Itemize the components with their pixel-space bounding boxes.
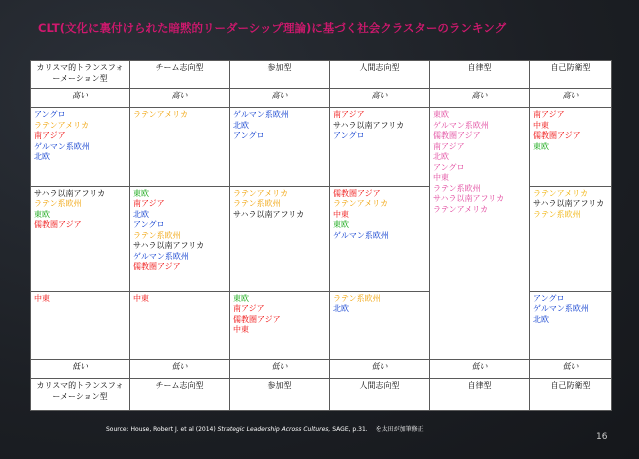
cluster-name: アングロ [34,110,66,120]
cluster-name: ラテン系欧州 [133,230,181,240]
low-row [31,359,612,379]
cluster-name: 儒教圏アジア [133,262,181,272]
cluster-name: 北欧 [333,304,349,314]
cluster-name: アングロ [433,162,465,172]
cluster-name: ラテンアメリカ [133,110,189,120]
cluster-name: ゲルマン系欧州 [34,141,90,151]
cluster-name: 中東 [133,293,149,303]
cluster-name: 中東 [533,120,549,130]
cluster-name: ゲルマン系欧州 [533,304,589,314]
page-number: 16 [596,432,608,442]
header-participative: 参加型 [230,61,330,89]
cluster-cell [230,291,330,359]
tier-1-row [31,108,612,186]
cluster-name: ゲルマン系欧州 [133,251,189,261]
low-label: 低い [530,359,612,379]
cluster-cell [31,186,130,291]
cluster-name: アングロ [133,220,165,230]
header-self-protective: 自己防衛型 [530,61,612,89]
cluster-name: 東欧 [133,188,149,198]
cluster-cell [430,108,530,359]
cluster-name: ラテンアメリカ [34,120,90,130]
cluster-name: サハラ以南アフリカ [233,209,305,219]
cluster-name: 儒教圏アジア [34,220,82,230]
cluster-name: 南アジア [34,131,66,141]
cluster-name: アングロ [233,131,265,141]
cluster-name: サハラ以南アフリカ [433,194,505,204]
cluster-cell [31,108,130,186]
cluster-name: 中東 [233,325,249,335]
cluster-cell [530,291,612,359]
footer-participative: 参加型 [230,379,330,411]
source-citation [106,424,424,433]
high-label: 高い [31,88,130,108]
header-team: チーム志向型 [130,61,230,89]
cluster-cell [330,186,430,291]
cluster-name: ラテン系欧州 [433,183,481,193]
source-book: Strategic Leadership Across Cultures, [217,426,331,433]
header-humane: 人間志向型 [330,61,430,89]
cluster-cell [530,186,612,291]
cluster-name: 北欧 [34,152,50,162]
cluster-name: サハラ以南アフリカ [333,120,405,130]
cluster-name: ラテンアメリカ [533,188,589,198]
cluster-name: ゲルマン系欧州 [433,120,489,130]
cluster-cell [530,108,612,186]
cluster-name: サハラ以南アフリカ [133,241,205,251]
cluster-name: 東欧 [433,110,449,120]
high-label: 高い [430,88,530,108]
cluster-name: 儒教圏アジア [333,188,381,198]
cluster-cell [330,291,430,359]
ranking-table [30,60,612,411]
footer-row [31,379,612,411]
cluster-cell [130,108,230,186]
cluster-cell [31,291,130,359]
footer-self-protective: 自己防衛型 [530,379,612,411]
low-label: 低い [330,359,430,379]
cluster-name: 中東 [34,293,50,303]
cluster-name: 南アジア [533,110,565,120]
cluster-name: 北欧 [233,120,249,130]
cluster-cell [330,108,430,186]
footer-autonomous: 自律型 [430,379,530,411]
cluster-name: ゲルマン系欧州 [333,230,389,240]
cluster-name: ラテン系欧州 [333,293,381,303]
footer-team: チーム志向型 [130,379,230,411]
cluster-name: ラテン系欧州 [233,199,281,209]
cluster-name: アングロ [333,131,365,141]
low-label: 低い [430,359,530,379]
footer-humane: 人間志向型 [330,379,430,411]
high-row [31,88,612,108]
header-charismatic: カリスマ的トランスフォーメーション型 [31,61,130,89]
header-autonomous: 自律型 [430,61,530,89]
cluster-name: ラテンアメリカ [333,199,389,209]
cluster-name: 東欧 [533,141,549,151]
source-prefix: Source: House, Robert J. et al (2014) [106,426,218,433]
cluster-name: 南アジア [133,199,165,209]
low-label: 低い [130,359,230,379]
cluster-name: 儒教圏アジア [233,314,281,324]
cluster-cell [130,186,230,291]
cluster-name: 中東 [333,209,349,219]
slide-title: CLT(文化に裏付けられた暗黙的リーダーシップ理論)に基づく社会クラスターのランキング [38,21,507,35]
header-row [31,61,612,89]
cluster-name: 北欧 [133,209,149,219]
cluster-name: サハラ以南アフリカ [34,188,106,198]
cluster-name: 東欧 [34,209,50,219]
low-label: 低い [31,359,130,379]
cluster-name: ラテン系欧州 [533,209,581,219]
cluster-name: 北欧 [533,314,549,324]
cluster-name: 北欧 [433,152,449,162]
cluster-cell [130,291,230,359]
low-label: 低い [230,359,330,379]
cluster-name: ラテンアメリカ [233,188,289,198]
cluster-name: 東欧 [333,220,349,230]
high-label: 高い [130,88,230,108]
cluster-name: 南アジア [233,304,265,314]
cluster-name: サハラ以南アフリカ [533,199,605,209]
high-label: 高い [330,88,430,108]
cluster-name: 南アジア [433,141,465,151]
cluster-name: 中東 [433,173,449,183]
cluster-name: ラテン系欧州 [34,199,82,209]
cluster-name: 東欧 [233,293,249,303]
cluster-name: 儒教圏アジア [433,131,481,141]
cluster-cell [230,108,330,186]
source-suffix: SAGE, p.31. を太田が加筆修正 [330,426,424,433]
cluster-name: アングロ [533,293,565,303]
footer-charismatic: カリスマ的トランスフォーメーション型 [31,379,130,411]
high-label: 高い [230,88,330,108]
cluster-name: ラテンアメリカ [433,204,489,214]
cluster-name: 儒教圏アジア [533,131,581,141]
cluster-name: ゲルマン系欧州 [233,110,289,120]
high-label: 高い [530,88,612,108]
cluster-name: 南アジア [333,110,365,120]
cluster-cell [230,186,330,291]
